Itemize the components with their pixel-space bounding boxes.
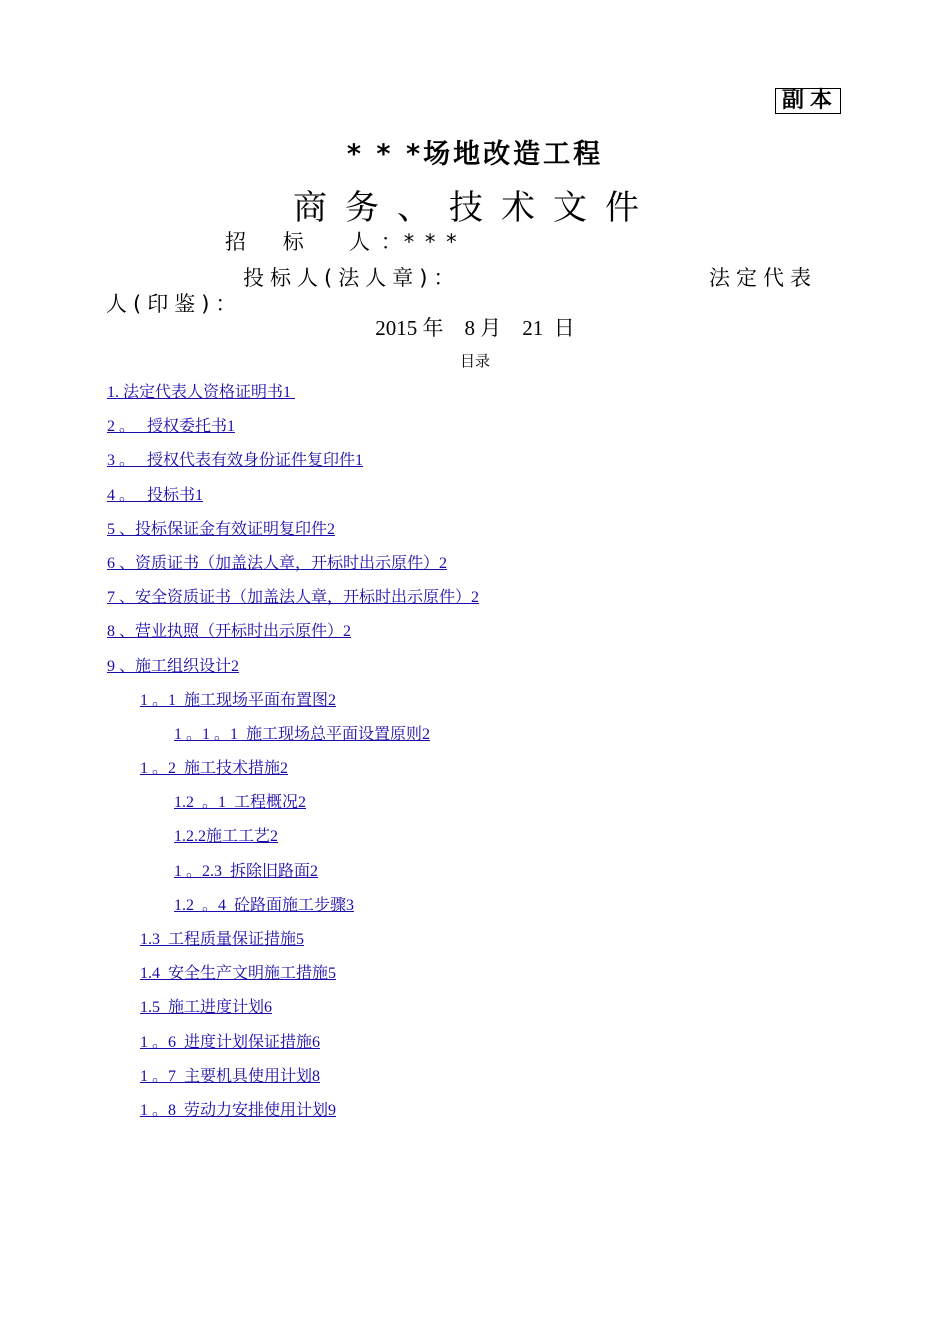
toc-link[interactable]: 5 、投标保证金有效证明复印件2: [107, 520, 336, 538]
toc-link[interactable]: 8 、营业执照（开标时出示原件）2: [107, 623, 352, 641]
tenderer-line: 招 标 人 ：* * *: [225, 230, 459, 254]
toc-link[interactable]: 1 。8 劳动力安排使用计划9: [140, 1101, 337, 1119]
toc-heading: 目录: [459, 352, 490, 370]
legal-rep-line-1: 法定代表: [709, 266, 817, 290]
toc-link[interactable]: 1.4 安全生产文明施工措施5: [140, 965, 337, 983]
toc-link[interactable]: 1 。1 施工现场平面布置图2: [140, 691, 337, 709]
copy-label-box: 副本: [775, 88, 841, 114]
toc-link[interactable]: 1 。7 主要机具使用计划8: [140, 1067, 321, 1085]
toc-link[interactable]: 1.2 。4 砼路面施工步骤3: [174, 896, 355, 914]
toc-link[interactable]: 6 、资质证书（加盖法人章，开标时出示原件）2: [107, 554, 448, 572]
toc-link[interactable]: 1. 法定代表人资格证明书1: [107, 384, 296, 401]
date-line: 2015 年 8 月 21 日: [375, 316, 575, 340]
toc-link[interactable]: 1.2 。1 工程概况2: [174, 794, 307, 812]
table-of-contents: [0, 381, 950, 1133]
toc-link[interactable]: 1 。6 进度计划保证措施6: [140, 1033, 321, 1051]
toc-link[interactable]: 2 。 授权委托书1: [107, 418, 236, 436]
toc-link[interactable]: 1.2.2施工工艺2: [174, 828, 279, 846]
toc-link[interactable]: 3 。 授权代表有效身份证件复印件1: [107, 452, 364, 470]
toc-link[interactable]: 1 。2 施工技术措施2: [140, 760, 289, 778]
document-title: 商务、技术文件: [293, 188, 657, 228]
bidder-line: 投标人(法人章)：: [243, 266, 461, 290]
toc-link[interactable]: 7 、安全资质证书（加盖法人章，开标时出示原件）2: [107, 589, 480, 607]
toc-link[interactable]: 1.5 施工进度计划6: [140, 999, 273, 1017]
toc-link[interactable]: 1 。1 。1 施工现场总平面设置原则2: [174, 725, 431, 743]
legal-rep-line-2: 人(印鉴)：: [106, 292, 243, 316]
toc-link[interactable]: 1 。2.3 拆除旧路面2: [174, 862, 319, 880]
toc-link[interactable]: 9 、施工组织设计2: [107, 657, 240, 675]
toc-link[interactable]: 4 。 投标书1: [107, 486, 204, 504]
project-title: * * *场地改造工程: [346, 139, 604, 170]
toc-link[interactable]: 1.3 工程质量保证措施5: [140, 931, 305, 948]
